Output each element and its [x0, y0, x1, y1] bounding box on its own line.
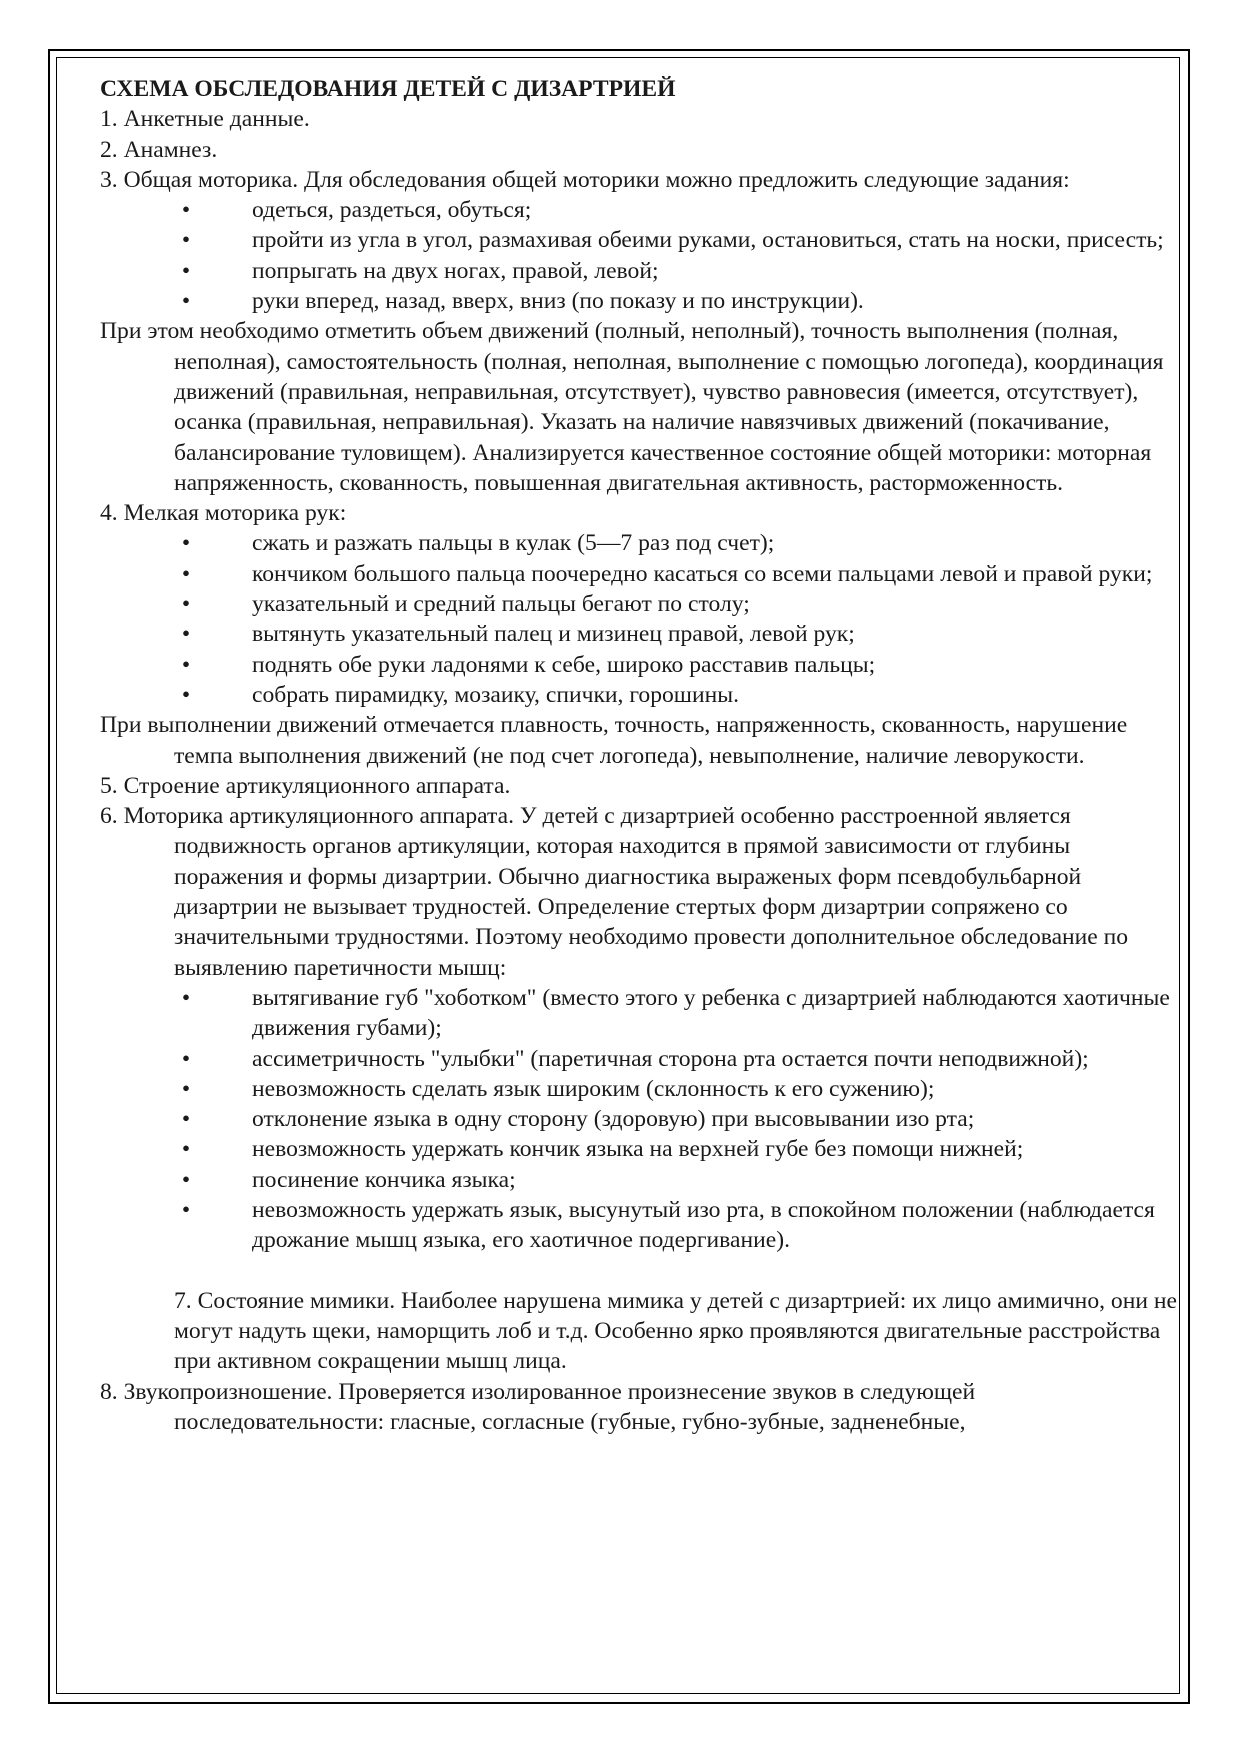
section-3: 3. Общая моторика. Для обследования общей моторики можно предложить следующие задания: — [100, 166, 1070, 193]
list-item: • отклонение языка в одну сторону (здоровую) при высовывании изо рта; — [100, 1104, 1185, 1134]
section-6-list — [100, 983, 1185, 1256]
list-item: • собрать пирамидку, мозаику, спички, горошины. — [100, 680, 1185, 710]
list-item: • одеться, раздеться, обуться; — [100, 195, 1185, 225]
bullet-icon: • — [181, 257, 191, 284]
list-item: • попрыгать на двух ногах, правой, левой; — [100, 256, 1185, 286]
list-item: • невозможность удержать язык, высунутый изо рта, в спокойном положении (наблюдается дрожание мышц языка, его хаотичное подергивание). — [100, 1195, 1185, 1256]
bullet-icon: • — [181, 651, 191, 678]
document-title: СХЕМА ОБСЛЕДОВАНИЯ ДЕТЕЙ С ДИЗАРТРИЕЙ — [100, 76, 676, 102]
bullet-icon: • — [181, 560, 191, 587]
section-4-list — [100, 528, 1185, 710]
section-3-list — [100, 195, 1185, 316]
section-8: 8. Звукопроизношение. Проверяется изолированное произнесение звуков в следующей последовательности: гласные, согласные (губные, губно-зубные, задненебные, — [100, 1378, 976, 1436]
document-body — [100, 74, 1185, 1437]
bullet-icon: • — [181, 197, 191, 224]
list-item: • невозможность удержать кончик языка на верхней губе без помощи нижней; — [100, 1134, 1185, 1164]
section-3-note: При этом необходимо отметить объем движений (полный, неполный), точность выполнения (полная, неполная), самостоятельность (полная, неполная, выполнение с помощью логопеда), координация движений (правильная, неправильная, отсутствует), чувство равновесия (имеется, отсутствует), осанка (правильная, неправильная). Указать на наличие навязчивых движений (покачивание, балансирование туловищем). Анализируется качественное состояние общей моторики: моторная напряженность, скованность, повышенная двигательная активность, расторможенность. — [100, 318, 1164, 496]
list-item: • вытягивание губ "хоботком" (вместо этого у ребенка с дизартрией наблюдаются хаотичные движения губами); — [100, 983, 1185, 1044]
list-item: • посинение кончика языка; — [100, 1165, 1185, 1195]
bullet-icon: • — [181, 1196, 191, 1223]
bullet-icon: • — [181, 1106, 191, 1133]
bullet-icon: • — [181, 1045, 191, 1072]
list-item: • пройти из угла в угол, размахивая обеими руками, остановиться, стать на носки, присесть; — [100, 225, 1185, 255]
bullet-icon: • — [181, 681, 191, 708]
bullet-icon: • — [181, 227, 191, 254]
bullet-icon: • — [181, 984, 191, 1011]
paragraph-gap — [100, 1256, 1185, 1286]
list-item: • невозможность сделать язык широким (склонность к его сужению); — [100, 1074, 1185, 1104]
list-item: • поднять обе руки ладонями к себе, широко расставив пальцы; — [100, 650, 1185, 680]
bullet-icon: • — [181, 591, 191, 618]
section-5: 5. Строение артикуляционного аппарата. — [100, 772, 511, 799]
section-4: 4. Мелкая моторика рук: — [100, 500, 347, 527]
bullet-icon: • — [181, 1136, 191, 1163]
list-item: • вытянуть указательный палец и мизинец правой, левой рук; — [100, 619, 1185, 649]
list-item: • сжать и разжать пальцы в кулак (5—7 раз под счет); — [100, 528, 1185, 558]
bullet-icon: • — [181, 288, 191, 315]
bullet-icon: • — [181, 1166, 191, 1193]
bullet-icon: • — [181, 530, 191, 557]
section-1: 1. Анкетные данные. — [100, 106, 310, 133]
list-item: • ассиметричность "улыбки" (паретичная сторона рта остается почти неподвижной); — [100, 1044, 1185, 1074]
section-6: 6. Моторика артикуляционного аппарата. У детей с дизартрией особенно расстроенной является подвижность органов артикуляции, которая находится в прямой зависимости от глубины поражения и формы дизартрии. Обычно диагностика выраженых форм псевдобульбарной дизартрии не вызывает трудностей. Определение стертых форм дизартрии сопряжено со значительными трудностями. Поэтому необходимо провести дополнительное обследование по выявлению паретичности мышц: — [100, 803, 1129, 981]
section-2: 2. Анамнез. — [100, 136, 218, 163]
list-item: • кончиком большого пальца поочередно касаться со всеми пальцами левой и правой руки; — [100, 559, 1185, 589]
bullet-icon: • — [181, 621, 191, 648]
section-4-note: При выполнении движений отмечается плавность, точность, напряженность, скованность, нарушение темпа выполнения движений (не под счет логопеда), невыполнение, наличие леворукости. — [100, 712, 1128, 769]
list-item: • указательный и средний пальцы бегают по столу; — [100, 589, 1185, 619]
list-item: • руки вперед, назад, вверх, вниз (по показу и по инструкции). — [100, 286, 1185, 316]
bullet-icon: • — [181, 1075, 191, 1102]
section-7: 7. Состояние мимики. Наиболее нарушена мимика у детей с дизартрией: их лицо амимично, они не могут надуть щеки, наморщить лоб и т.д. Особенно ярко проявляются двигательные расстройства при активном сокращении мышц лица. — [174, 1287, 1177, 1375]
